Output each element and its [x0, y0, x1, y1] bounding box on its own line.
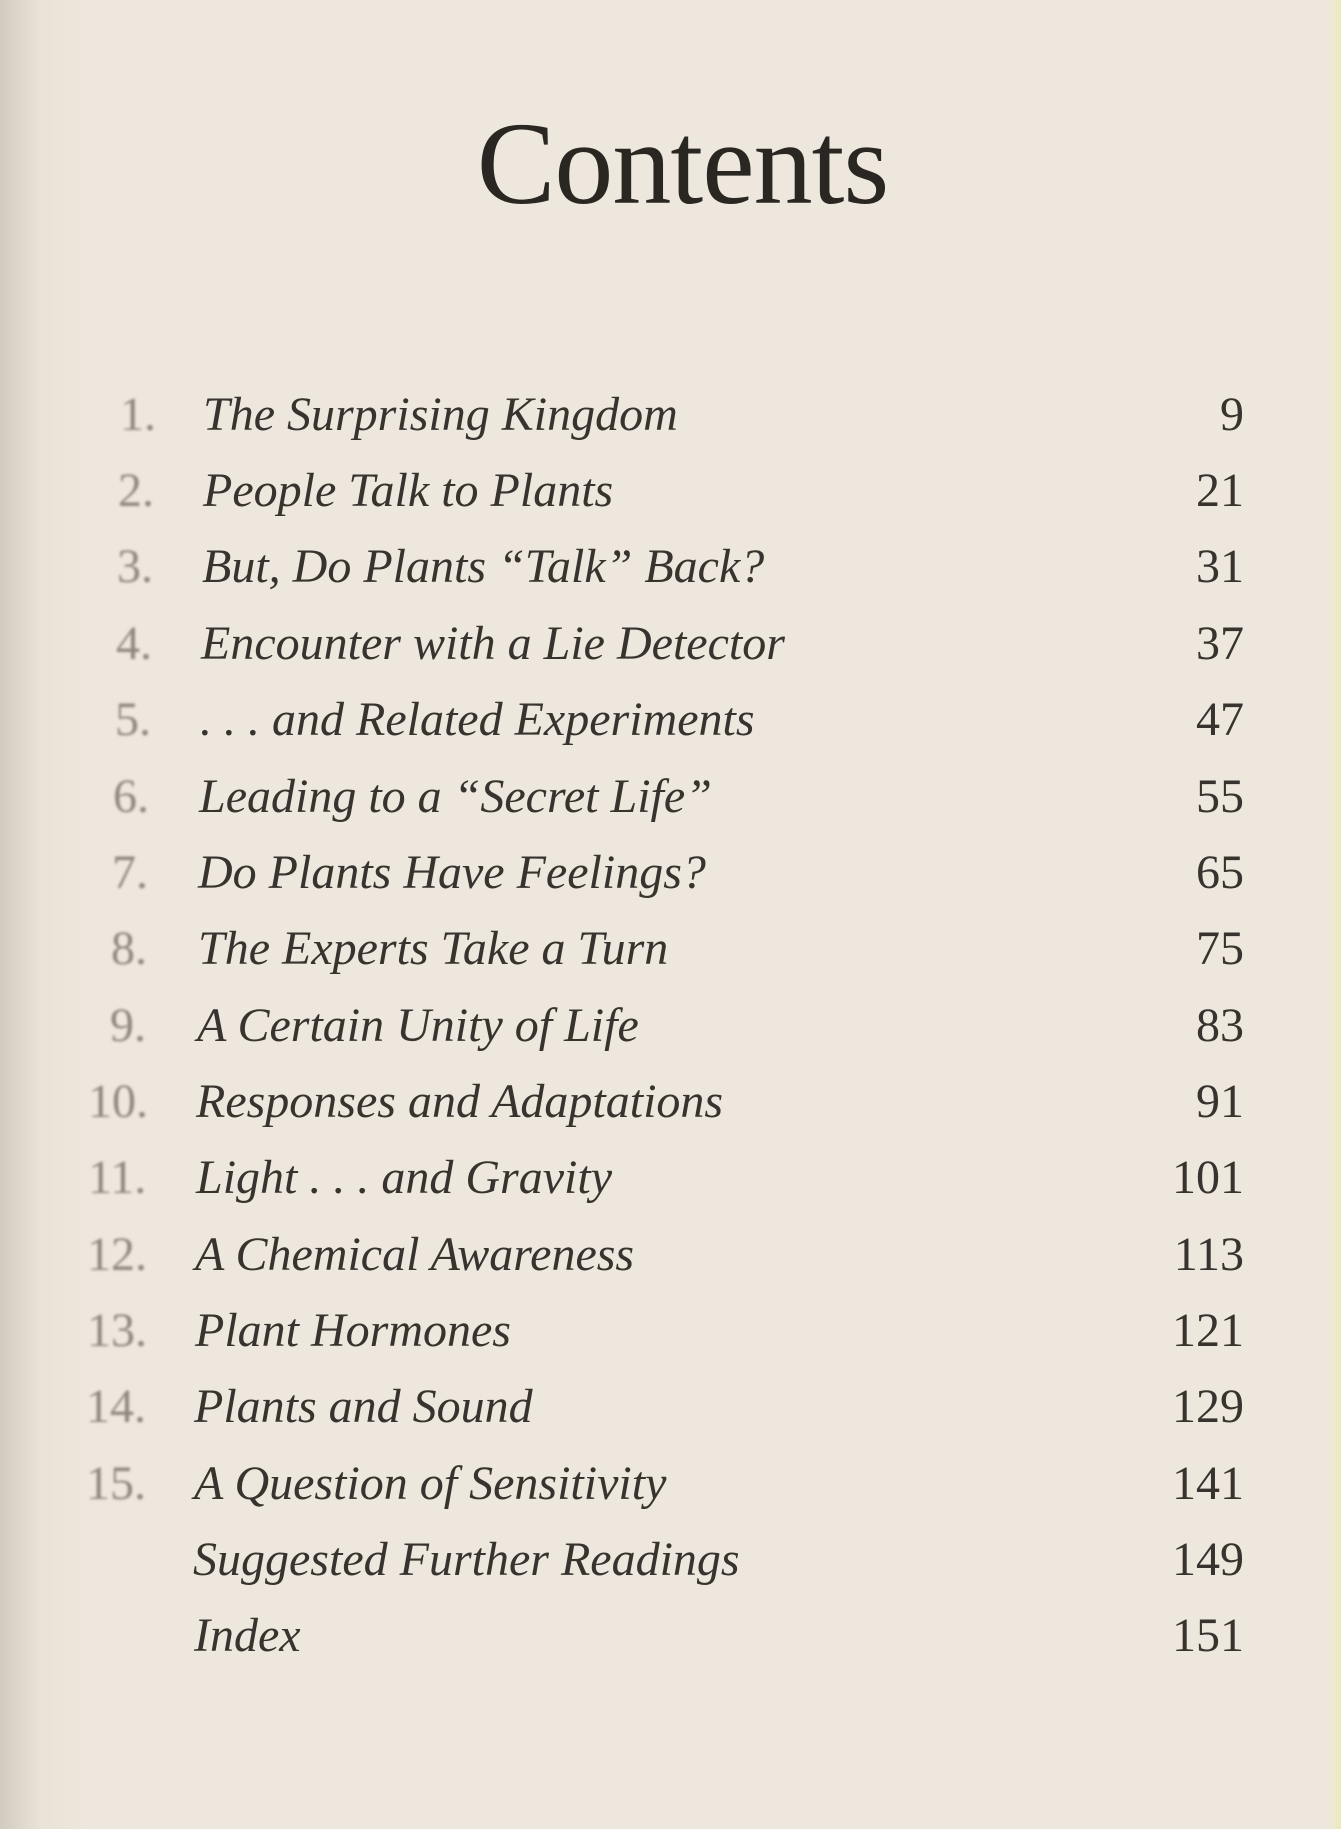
page-number: 37 [1196, 617, 1244, 670]
page-title: Contents [476, 98, 889, 229]
chapter-title: Do Plants Have Feelings? [198, 846, 706, 899]
chapter-title: The Surprising Kingdom [203, 388, 678, 441]
chapter-title: Plant Hormones [195, 1304, 511, 1357]
chapter-number: 3. [117, 540, 153, 593]
chapter-number: 15. [86, 1457, 146, 1510]
toc-entry [0, 838, 1341, 908]
page-number: 141 [1172, 1457, 1244, 1510]
toc-entry [0, 1601, 1341, 1671]
page-number: 47 [1196, 693, 1244, 746]
page-number: 101 [1172, 1151, 1244, 1204]
page-number: 31 [1196, 540, 1244, 593]
chapter-title: A Chemical Awareness [195, 1228, 635, 1281]
page-number: 9 [1220, 388, 1244, 441]
chapter-number: 13. [87, 1304, 147, 1357]
section-title: Suggested Further Readings [193, 1533, 740, 1586]
toc-entry [0, 685, 1341, 755]
chapter-number: 8. [111, 922, 147, 975]
chapter-number: 10. [88, 1075, 148, 1128]
chapter-number: 14. [86, 1380, 146, 1433]
chapter-number: 12. [87, 1228, 147, 1281]
chapter-title: A Question of Sensitivity [194, 1457, 667, 1510]
toc-entry [0, 380, 1341, 450]
page-number: 21 [1196, 464, 1244, 517]
chapter-title: Light . . . and Gravity [196, 1151, 612, 1204]
chapter-number: 1. [120, 388, 156, 441]
chapter-number: 9. [110, 999, 146, 1052]
toc-entry [0, 532, 1341, 602]
chapter-title: Leading to a “Secret Life” [199, 770, 712, 823]
chapter-title: People Talk to Plants [203, 464, 614, 517]
page-number: 83 [1196, 999, 1244, 1052]
toc-entry [0, 762, 1341, 832]
page-number: 55 [1196, 770, 1244, 823]
chapter-title: Plants and Sound [194, 1380, 533, 1433]
toc-entry [0, 609, 1341, 679]
chapter-title: The Experts Take a Turn [198, 922, 669, 975]
chapter-number: 4. [116, 617, 152, 670]
chapter-number: 2. [118, 464, 154, 517]
chapter-number: 6. [113, 770, 149, 823]
toc-entry [0, 1372, 1341, 1442]
page-number: 91 [1196, 1075, 1244, 1128]
page-number: 75 [1196, 922, 1244, 975]
page-number: 151 [1172, 1609, 1244, 1662]
toc-entry [0, 1296, 1341, 1366]
page-number: 149 [1172, 1533, 1244, 1586]
chapter-title: A Certain Unity of Life [197, 999, 639, 1052]
toc-entry [0, 456, 1341, 526]
chapter-title: . . . and Related Experiments [200, 693, 755, 746]
toc-entry [0, 1143, 1341, 1213]
toc-entry [0, 1449, 1341, 1519]
chapter-title: But, Do Plants “Talk” Back? [202, 540, 765, 593]
chapter-number: 7. [112, 846, 148, 899]
page-number: 65 [1196, 846, 1244, 899]
toc-entry [0, 914, 1341, 984]
chapter-title: Responses and Adaptations [196, 1075, 724, 1128]
section-title: Index [194, 1609, 301, 1662]
toc-entry [0, 1067, 1341, 1137]
page-number: 129 [1172, 1380, 1244, 1433]
toc-entry [0, 991, 1341, 1061]
chapter-title: Encounter with a Lie Detector [201, 617, 785, 670]
chapter-number: 5. [115, 693, 151, 746]
page-number: 121 [1172, 1304, 1244, 1357]
chapter-number: 11. [88, 1151, 147, 1204]
page-number: 113 [1173, 1228, 1244, 1281]
toc-entry [0, 1525, 1341, 1595]
toc-entry [0, 1220, 1341, 1290]
